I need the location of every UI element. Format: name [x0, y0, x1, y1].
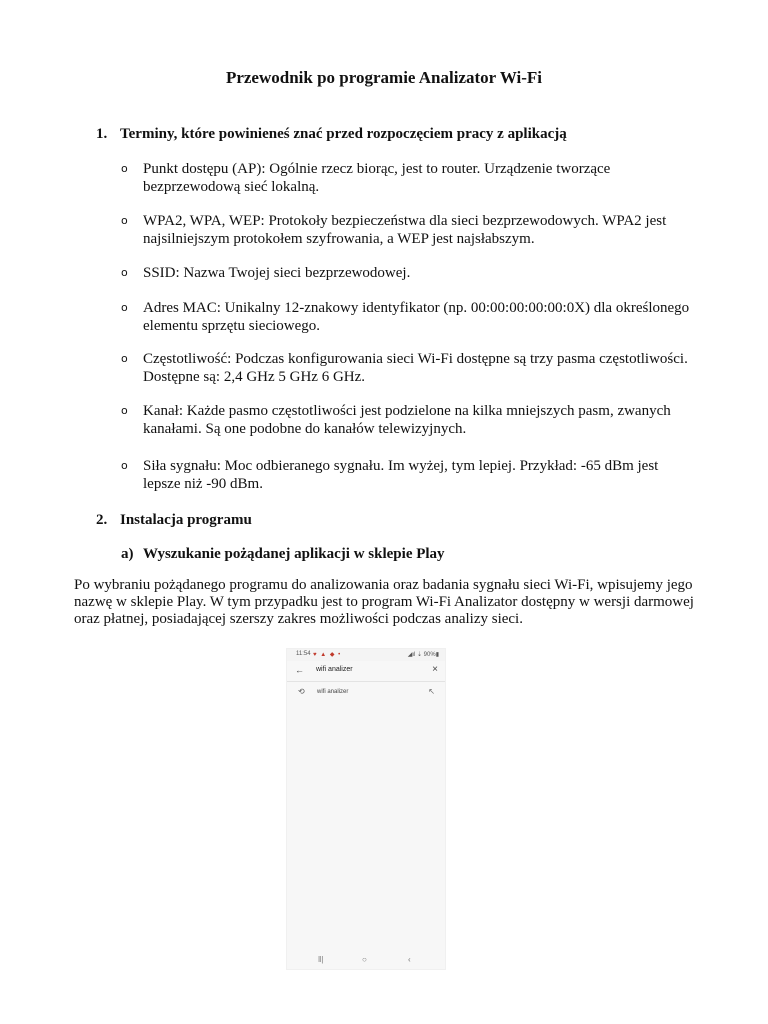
section-2-number: 2. — [96, 512, 108, 528]
phone-status-bar — [287, 649, 445, 661]
section-1-heading — [96, 126, 567, 143]
history-icon: ⟲ — [298, 687, 305, 696]
bullet-marker: o — [121, 352, 128, 365]
bullet-marker: o — [121, 214, 128, 227]
bullet-marker: o — [121, 266, 128, 279]
list-item — [121, 299, 696, 335]
section-2-title: Instalacja programu — [120, 512, 252, 528]
section-1-number: 1. — [96, 126, 108, 142]
nav-recents-icon[interactable]: ‖| — [318, 955, 324, 964]
body-paragraph: Po wybraniu pożądanego programu do analizowania oraz badania sygnału sieci Wi-Fi, wpisujemy jego nazwę w sklepie Play. W tym przypadku jest to program Wi-Fi Analizator dostępny w wersji darmowej oraz płatnej, posiadającej szerszy zakres możliwości podczas analizy sieci. — [74, 577, 694, 627]
list-item-text: Kanał: Każde pasmo częstotliwości jest podzielone na kilka mniejszych pasm, zwanych kanałami. Są one podobne do kanałów telewizyjnych. — [143, 403, 671, 437]
android-nav-bar — [287, 951, 445, 969]
list-item-text: WPA2, WPA, WEP: Protokoły bezpieczeństwa dla sieci bezprzewodowych. WPA2 jest najsilniejszym protokołem szyfrowania, a WEP jest najsłabszym. — [143, 213, 667, 247]
close-icon[interactable]: × — [432, 664, 438, 675]
bullet-marker: o — [121, 162, 128, 175]
list-item — [121, 350, 696, 386]
list-item-text: Siła sygnału: Moc odbieranego sygnału. Im wyżej, tym lepiej. Przykład: -65 dBm jest lepsze niż -90 dBm. — [143, 458, 659, 492]
list-item — [121, 264, 696, 282]
phone-screenshot — [286, 648, 446, 970]
status-time: 11:54 — [296, 651, 311, 657]
bullet-marker: o — [121, 459, 128, 472]
document-title: Przewodnik po programie Analizator Wi-Fi — [225, 68, 543, 87]
list-item — [121, 160, 696, 196]
list-item-text: Częstotliwość: Podczas konfigurowania sieci Wi-Fi dostępne są trzy pasma częstotliwości. Dostępne są: 2,4 GHz 5 GHz 6 GHz. — [143, 351, 688, 385]
suggestion-text: wifi analizer — [317, 689, 349, 695]
bullet-marker: o — [121, 301, 128, 314]
list-item-text: Adres MAC: Unikalny 12-znakowy identyfikator (np. 00:00:00:00:00:0X) dla określonego elementu sprzętu sieciowego. — [143, 300, 690, 334]
arrow-back-icon[interactable]: ← — [295, 665, 304, 675]
subsection-a-heading — [121, 546, 445, 563]
bullet-marker: o — [121, 404, 128, 417]
arrow-up-left-icon[interactable]: ↖ — [428, 687, 435, 696]
section-1-title: Terminy, które powinieneś znać przed rozpoczęciem pracy z aplikacją — [120, 126, 567, 142]
list-item — [121, 457, 696, 493]
status-indicators: ◢ıl ⇣ 90%▮ — [407, 652, 439, 658]
list-item-text: SSID: Nazwa Twojej sieci bezprzewodowej. — [143, 265, 411, 281]
section-2-heading — [96, 512, 252, 529]
search-suggestion[interactable] — [287, 686, 445, 700]
list-item — [121, 212, 696, 248]
search-query[interactable]: wifi analizer — [316, 666, 353, 673]
play-search-bar — [287, 661, 445, 682]
list-item-text: Punkt dostępu (AP): Ogólnie rzecz biorąc, jest to router. Urządzenie tworzące bezprzewodową sieć lokalną. — [143, 161, 611, 195]
nav-home-icon[interactable]: ○ — [362, 955, 367, 964]
subsection-a-number: a) — [121, 546, 134, 562]
nav-back-icon[interactable]: ‹ — [408, 955, 411, 964]
subsection-a-title: Wyszukanie pożądanej aplikacji w sklepie Play — [143, 546, 445, 562]
notification-icons: ♥ ▲ ◆ • — [313, 652, 342, 658]
list-item — [121, 402, 696, 438]
